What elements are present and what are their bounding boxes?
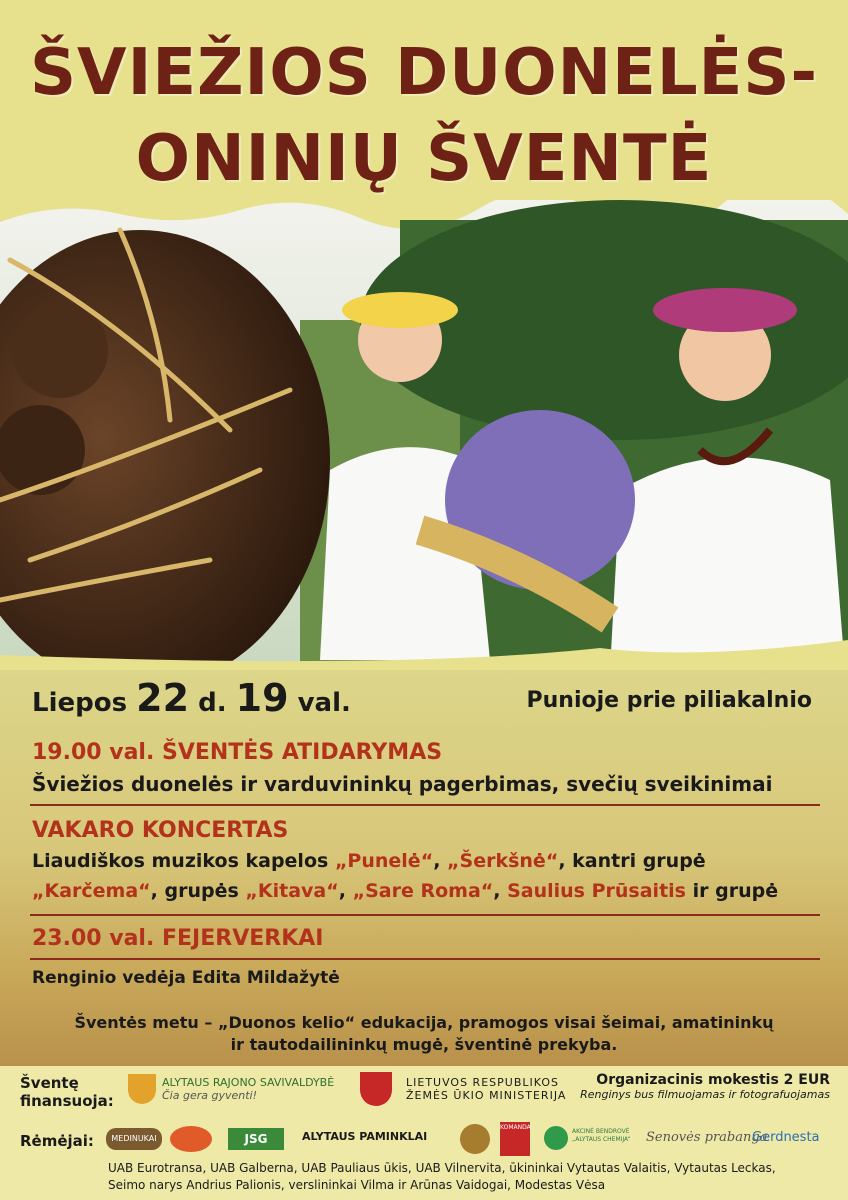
- event-date: Liepos 22 d. 19 val.: [32, 676, 351, 720]
- divider: [30, 804, 820, 806]
- fireworks-title: 23.00 val. FEJERVERKAI: [32, 926, 324, 951]
- crest-icon: [460, 1124, 490, 1154]
- poster-title-line2: ONINIŲ ŠVENTĖ: [135, 122, 713, 196]
- ministry-logo: LIETUVOS RESPUBLIKOS ŽEMĖS ŪKIO MINISTERIJA: [406, 1076, 567, 1102]
- savivaldybe-logo: ALYTAUS RAJONO SAVIVALDYBĖ Čia gera gyventi!: [162, 1076, 335, 1102]
- event-host: Renginio vedėja Edita Mildažytė: [32, 968, 340, 988]
- concert-title: VAKARO KONCERTAS: [32, 818, 289, 843]
- event-notes: Šventės metu – „Duonos kelio“ edukacija, pramogos visai šeimai, amatininkų ir tautodailininkų mugė, šventinė prekyba.: [74, 1013, 774, 1054]
- gerdnesta-logo: Gerdnesta: [752, 1130, 820, 1145]
- senoves-prabanga-logo: Senovės prabanga: [646, 1130, 768, 1145]
- jsg-logo: JSG: [228, 1128, 284, 1150]
- savivaldybe-crest-icon: [128, 1074, 156, 1104]
- concert-line-1: Liaudiškos muzikos kapelos „Punelė“, „Šerkšnė“, kantri grupė: [32, 850, 706, 872]
- poster-title-line1: ŠVIEŽIOS DUONELĖS-: [29, 36, 819, 110]
- fee-info: Organizacinis mokestis 2 EUR Renginys bus filmuojamas ir fotografuojamas: [580, 1072, 830, 1101]
- medinukai-logo: MEDINUKAI: [106, 1128, 162, 1150]
- divider: [30, 958, 820, 960]
- festival-photo: [0, 200, 848, 670]
- sponsor-logo: [170, 1126, 212, 1152]
- opening-title: 19.00 val. ŠVENTĖS ATIDARYMAS: [32, 740, 443, 765]
- funders-label: Šventę finansuoja:: [20, 1074, 114, 1110]
- sponsors-footer: [0, 1066, 848, 1200]
- vytis-crest-icon: [360, 1072, 392, 1106]
- chemija-icon: [544, 1126, 568, 1150]
- divider: [30, 914, 820, 916]
- alytaus-paminklai-logo: ALYTAUS PAMINKLAI: [302, 1130, 428, 1143]
- opening-text: Šviežios duonelės ir varduvininkų pagerbimas, svečių sveikinimai: [32, 772, 773, 796]
- sponsors-list: UAB Eurotransa, UAB Galberna, UAB Pauliaus ūkis, UAB Vilnervita, ūkininkai Vytautas Valaitis, Vytautas Leckas, Seimo narys Andrius Palionis, verslininkai Vilma ir Arūnas Vaidogai, Modestas Vėsa: [108, 1161, 776, 1192]
- komanda-logo: KOMANDA: [500, 1122, 530, 1156]
- event-location: Punioje prie piliakalnio: [526, 688, 812, 713]
- sponsors-label: Rėmėjai:: [20, 1132, 94, 1150]
- alytaus-chemija-logo: AKCINĖ BENDROVĖ „ALYTAUS CHEMIJA“: [572, 1128, 631, 1143]
- concert-line-2: „Karčema“, grupės „Kitava“, „Sare Roma“, Saulius Prūsaitis ir grupė: [32, 880, 779, 902]
